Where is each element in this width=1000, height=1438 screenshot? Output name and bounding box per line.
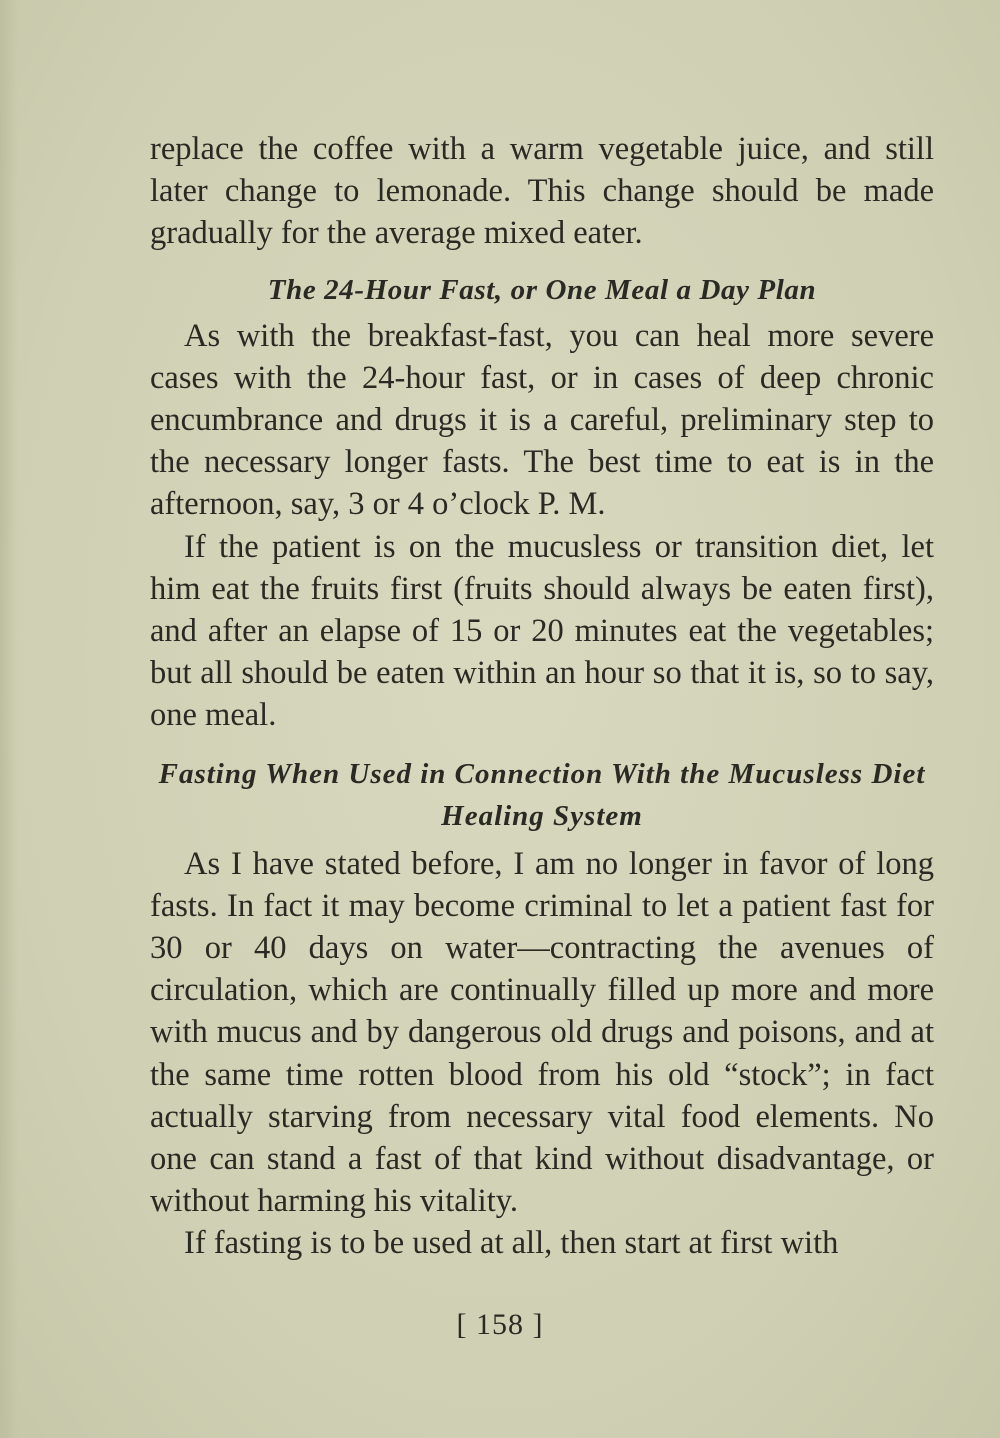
paragraph-fruits-first: If the patient is on the mucusless or transition diet, let him eat the fruits first (fruits should always be eaten first), and after an elapse of 15 or 20 minutes eat the vegetables; but all should be eaten within an hour so that it is, so to say, one meal. [150,528,934,734]
page-text-block [150,128,934,1265]
page-number: [ 158 ] [456,1308,544,1341]
section-heading-fasting-mucusless: Fasting When Used in Connection With the Mucusless Diet Healing System [158,757,926,832]
section-heading-24-hour-fast: The 24-Hour Fast, or One Meal a Day Plan [267,273,817,306]
paragraph-breakfast-fast: As with the breakfast-fast, you can heal more severe cases with the 24-hour fast, or in cases of deep chronic encumbrance and drugs it is a careful, preliminary step to the necessary longer fasts. The best time to eat is in the afternoon, say, 3 or 4 o’clock P. M. [150,317,934,523]
paragraph-fasting-start: If fasting is to be used at all, then start at first with [184,1225,839,1262]
page-gutter-shadow [0,0,18,1438]
paragraph-long-fasts: As I have stated before, I am no longer in favor of long fasts. In fact it may become criminal to let a patient fast for 30 or 40 days on water—contracting the avenues of circulation, which are continually filled up more and more with mucus and by dangerous old drugs and poisons, and at the same time rotten blood from his old “stock”; in fact actually starving from necessary vital food elements. No one can stand a fast of that kind without disadvantage, or without harming his vitality. [150,845,934,1220]
paragraph-continuation: replace the coffee with a warm vegetable juice, and still later change to lemonade. This change should be made gradually for the average mixed eater. [150,131,934,252]
